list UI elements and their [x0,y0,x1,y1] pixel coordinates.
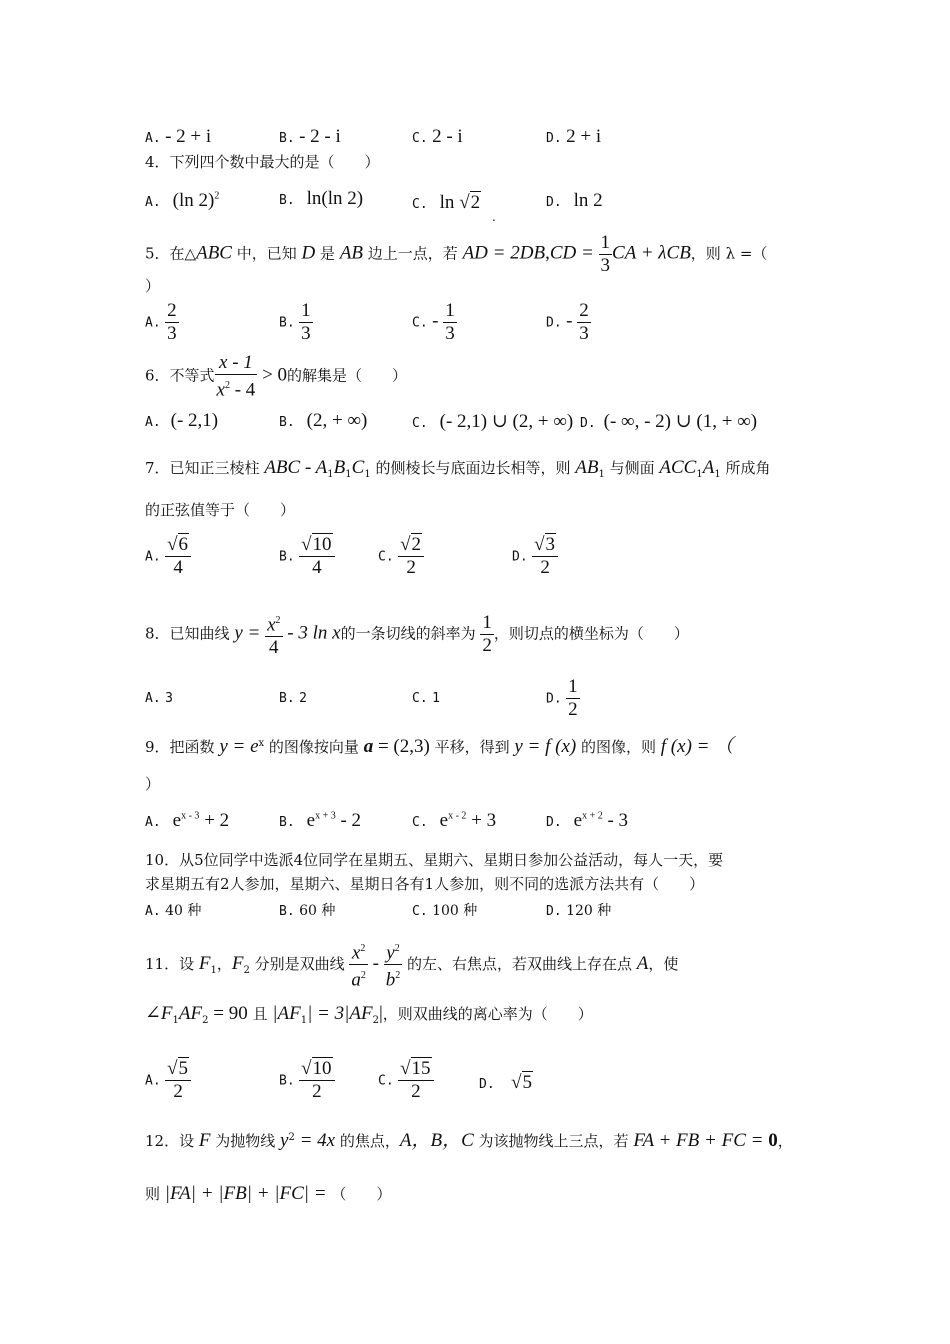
q5-stem: 5．在△ABC 中，已知 D 是 AB 边上一点，若 AD = 2DB,CD = $\frac{1}{3}$ CA + λCB，则 λ =（ [145,232,768,276]
q5-option-a[interactable]: A. $\frac{2}{3}$ [145,300,177,344]
q8-option-b[interactable]: B. 2 [279,691,307,706]
q3-option-c[interactable]: C. 2 - i [412,126,463,147]
q4-option-b[interactable]: B. ln(ln 2) [279,188,364,209]
q6-option-b[interactable]: B. (2, + ∞) [279,410,368,431]
q8-option-d[interactable]: D. $\frac{1}{2}$ [546,676,578,720]
q11-stem-line2: $\angle F_1AF_2 = 90$ 且 $|AF_1| = 3|AF_2|$，则双曲线的离心率为（ ） [145,1003,593,1026]
q8-stem: 8．已知曲线 y = $\frac{x^2}{4}$ - 3 ln x的一条切线的斜率为 $\frac{1}{2}$ ，则切点的横坐标为（ ） [145,610,689,659]
q9-option-d[interactable]: D. $e^{x + 2} - 3$ [546,810,629,831]
q3-option-b[interactable]: B. - 2 - i [279,126,341,147]
q10-stem-line1: 10．从5位同学中选派4位同学在星期五、星期六、星期日参加公益活动，每人一天，要 [145,851,724,869]
q5-option-c[interactable]: C. - $\frac{1}{3}$ [412,300,455,344]
q9-option-a[interactable]: A. $e^{x - 3} + 2$ [145,810,230,831]
q9-stem: 9．把函数 $y = e^x$ 的图像按向量 a = (2,3) 平移，得到 y = f (x) 的图像，则 f (x) = （ [145,736,734,757]
stray-dot: . [492,210,496,224]
q4-option-d[interactable]: D. ln 2 [546,190,603,211]
q10-option-b[interactable]: B. 60 种 [279,903,336,919]
q11-option-a[interactable]: A. $\frac{√5}{2}$ [145,1058,191,1103]
q7-option-c[interactable]: C. $\frac{√2}{2}$ [378,534,424,579]
q11-frac-y: $\frac{y^2}{b^2}$ [384,938,403,992]
q7-option-d[interactable]: D. $\frac{√3}{2}$ [512,534,558,579]
q9-option-b[interactable]: B. $e^{x + 3} - 2$ [279,810,362,831]
q6-option-a[interactable]: A. (- 2,1) [145,410,219,431]
q4-option-c[interactable]: C. ln √2 [412,192,481,213]
q6-fraction: $\frac{x - 1}{x^2 - 4}$ [216,352,256,401]
q9-close-paren: ） [145,775,161,793]
q6-option-d[interactable]: D. (- ∞, - 2) ∪ (1, + ∞) [580,411,758,432]
q11-frac-x: $\frac{x^2}{a^2}$ [349,938,368,992]
q8-fraction: $\frac{x^2}{4}$ [265,610,282,659]
q11-option-b[interactable]: B. $\frac{√10}{2}$ [279,1058,335,1103]
q8-option-c[interactable]: C. 1 [412,691,440,706]
q5-option-b[interactable]: B. $\frac{1}{3}$ [279,300,311,344]
q5-fraction: $\frac{1}{3}$ [600,232,611,276]
q3-option-a[interactable]: A. - 2 + i [145,126,212,147]
q12-stem: 12．设 F 为抛物线 $y^2 = 4x$ 的焦点，A，B，C 为该抛物线上三点，若 FA + FB + FC = 0， [145,1130,793,1151]
q5-close-paren: ） [145,277,161,295]
q7-option-a[interactable]: A. $\frac{√6}{4}$ [145,534,191,579]
q6-option-c[interactable]: C. (- 2,1) ∪ (2, + ∞) [412,411,574,432]
q10-option-a[interactable]: A. 40 种 [145,903,202,919]
q4-option-a[interactable]: A. (ln 2)$^2$ [145,190,220,211]
q10-option-d[interactable]: D. 120 种 [546,903,612,919]
q6-stem: 6．不等式 $\frac{x - 1}{x^2 - 4}$ > 0的解集是（ ） [145,352,408,401]
q7-stem: 7．已知正三棱柱 ABC - $A_1B_1C_1$ 的侧棱长与底面边长相等，则 $AB_1$ 与侧面 $ACC_1A_1$ 所成角 [145,457,771,480]
q10-option-c[interactable]: C. 100 种 [412,903,478,919]
q11-option-d[interactable]: D. √5 [479,1072,533,1093]
q12-stem-line2: 则 |FA| + |FB| + |FC| = （ ） [145,1183,392,1204]
q11-option-c[interactable]: C. $\frac{√15}{2}$ [378,1058,434,1103]
q10-stem-line2: 求星期五有2人参加，星期六、星期日各有1人参加，则不同的选派方法共有（ ） [145,875,705,893]
q3-option-d[interactable]: D. 2 + i [546,126,602,147]
sqrt-symbol: √2 [459,192,481,213]
q8-option-a[interactable]: A. 3 [145,691,173,706]
q4-stem: 4．下列四个数中最大的是（ ） [145,153,380,171]
q7-stem-line2: 的正弦值等于（ ） [145,501,296,519]
q7-option-b[interactable]: B. $\frac{√10}{4}$ [279,534,335,579]
q9-option-c[interactable]: C. $e^{x - 2} + 3$ [412,810,497,831]
q8-slope: $\frac{1}{2}$ [482,612,492,657]
q5-option-d[interactable]: D. - $\frac{2}{3}$ [546,300,589,344]
q11-stem: 11．设 $F_1$，$F_2$ 分别是双曲线 $\frac{x^2}{a^2}$ - $\frac{y^2}{b^2}$ 的左、右焦点，若双曲线上存在点 A，使 [145,938,678,992]
